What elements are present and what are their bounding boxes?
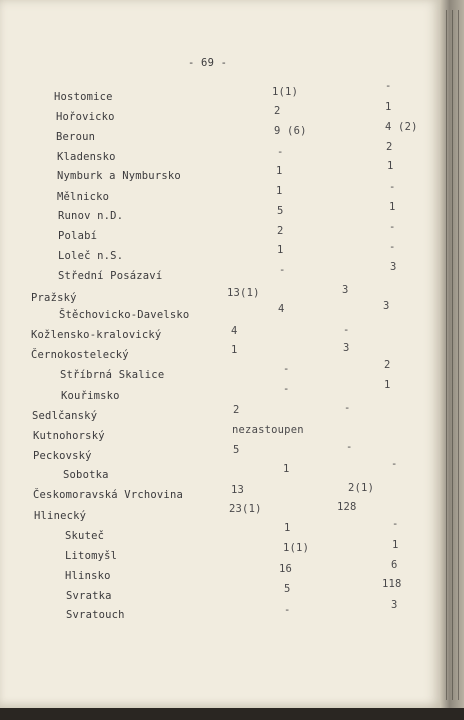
value-a: - bbox=[284, 604, 291, 616]
row-name: Střední Posázaví bbox=[58, 270, 163, 282]
row-name: Hořovicko bbox=[56, 111, 115, 123]
row-name: Beroun bbox=[56, 131, 96, 143]
value-a: 2 bbox=[274, 105, 281, 117]
value-b: - bbox=[343, 324, 350, 336]
value-c: 118 bbox=[382, 578, 402, 590]
value-b: - bbox=[346, 441, 353, 453]
value-a: 5 bbox=[233, 444, 240, 456]
value-a: 1 bbox=[284, 522, 291, 534]
value-b: 2(1) bbox=[348, 482, 375, 494]
row-name: Pražský bbox=[31, 292, 77, 304]
value-c: 2 bbox=[384, 359, 391, 371]
value-a: 1 bbox=[231, 344, 238, 356]
value-c: 3 bbox=[383, 300, 390, 312]
row-name: Hostomice bbox=[54, 91, 113, 103]
page-bottom-background bbox=[0, 708, 464, 720]
row-name: Mělnicko bbox=[57, 191, 110, 203]
row-name: Kouřimsko bbox=[61, 390, 120, 402]
row-name: Runov n.D. bbox=[58, 210, 124, 222]
value-a: 2 bbox=[277, 225, 284, 237]
row-name: Nymburk a Nymbursko bbox=[57, 170, 181, 182]
row-name: Svratka bbox=[66, 590, 112, 602]
value-c: 3 bbox=[390, 261, 397, 273]
value-c: - bbox=[389, 221, 396, 233]
value-a: 1 bbox=[276, 185, 283, 197]
value-c: - bbox=[385, 80, 392, 92]
page-edge bbox=[440, 0, 464, 708]
value-b: - bbox=[344, 402, 351, 414]
row-name: Kutnohorský bbox=[33, 430, 105, 442]
value-a: 9 (6) bbox=[274, 125, 307, 137]
edge-line bbox=[458, 10, 459, 700]
value-a: 16 bbox=[279, 563, 293, 575]
row-name: Kožlensko-kralovický bbox=[31, 329, 162, 341]
row-name: Sobotka bbox=[63, 469, 109, 481]
edge-line bbox=[446, 10, 447, 700]
value-c: - bbox=[392, 518, 399, 530]
value-c: 1 bbox=[392, 539, 399, 551]
row-name: Polabí bbox=[58, 230, 98, 242]
value-b: 3 bbox=[342, 284, 349, 296]
row-name: Kladensko bbox=[57, 151, 116, 163]
row-name: Českomoravská Vrchovina bbox=[33, 489, 183, 501]
row-name: Hlinecký bbox=[34, 510, 87, 522]
value-a: - bbox=[283, 363, 290, 375]
value-a: - bbox=[277, 146, 284, 158]
value-a: 5 bbox=[284, 583, 291, 595]
value-b: 128 bbox=[337, 501, 357, 513]
value-a: 1(1) bbox=[283, 542, 310, 554]
value-a: - bbox=[279, 264, 286, 276]
value-a: - bbox=[283, 383, 290, 395]
value-c: 6 bbox=[391, 559, 398, 571]
value-c: 1 bbox=[384, 379, 391, 391]
value-a: 1 bbox=[277, 244, 284, 256]
row-name: Loleč n.S. bbox=[58, 250, 124, 262]
value-b: 3 bbox=[343, 342, 350, 354]
value-a: nezastoupen bbox=[232, 424, 304, 436]
value-c: 3 bbox=[391, 599, 398, 611]
page-number: - 69 - bbox=[188, 57, 228, 69]
value-c: 1 bbox=[387, 160, 394, 172]
row-name: Litomyšl bbox=[65, 550, 118, 562]
edge-line bbox=[452, 10, 453, 700]
value-c: - bbox=[389, 181, 396, 193]
value-c: - bbox=[389, 241, 396, 253]
value-c: 1 bbox=[385, 101, 392, 113]
value-a: 4 bbox=[278, 303, 285, 315]
value-a: 13(1) bbox=[227, 287, 260, 299]
row-name: Svratouch bbox=[66, 609, 125, 621]
value-a: 2 bbox=[233, 404, 240, 416]
row-name: Skuteč bbox=[65, 530, 105, 542]
row-name: Peckovský bbox=[33, 450, 92, 462]
value-a: 5 bbox=[277, 205, 284, 217]
value-a: 1 bbox=[276, 165, 283, 177]
value-a: 13 bbox=[231, 484, 245, 496]
value-c: 2 bbox=[386, 141, 393, 153]
value-a: 4 bbox=[231, 325, 238, 337]
value-a: 1(1) bbox=[272, 86, 299, 98]
row-name: Sedlčanský bbox=[32, 410, 98, 422]
value-c: 1 bbox=[389, 201, 396, 213]
row-name: Stříbrná Skalice bbox=[60, 369, 165, 381]
value-c: - bbox=[391, 458, 398, 470]
row-name: Štěchovicko-Davelsko bbox=[59, 309, 190, 321]
row-name: Černokostelecký bbox=[31, 349, 129, 361]
value-a: 1 bbox=[283, 463, 290, 475]
value-c: 4 (2) bbox=[385, 121, 418, 133]
row-name: Hlinsko bbox=[65, 570, 111, 582]
value-a: 23(1) bbox=[229, 503, 262, 515]
